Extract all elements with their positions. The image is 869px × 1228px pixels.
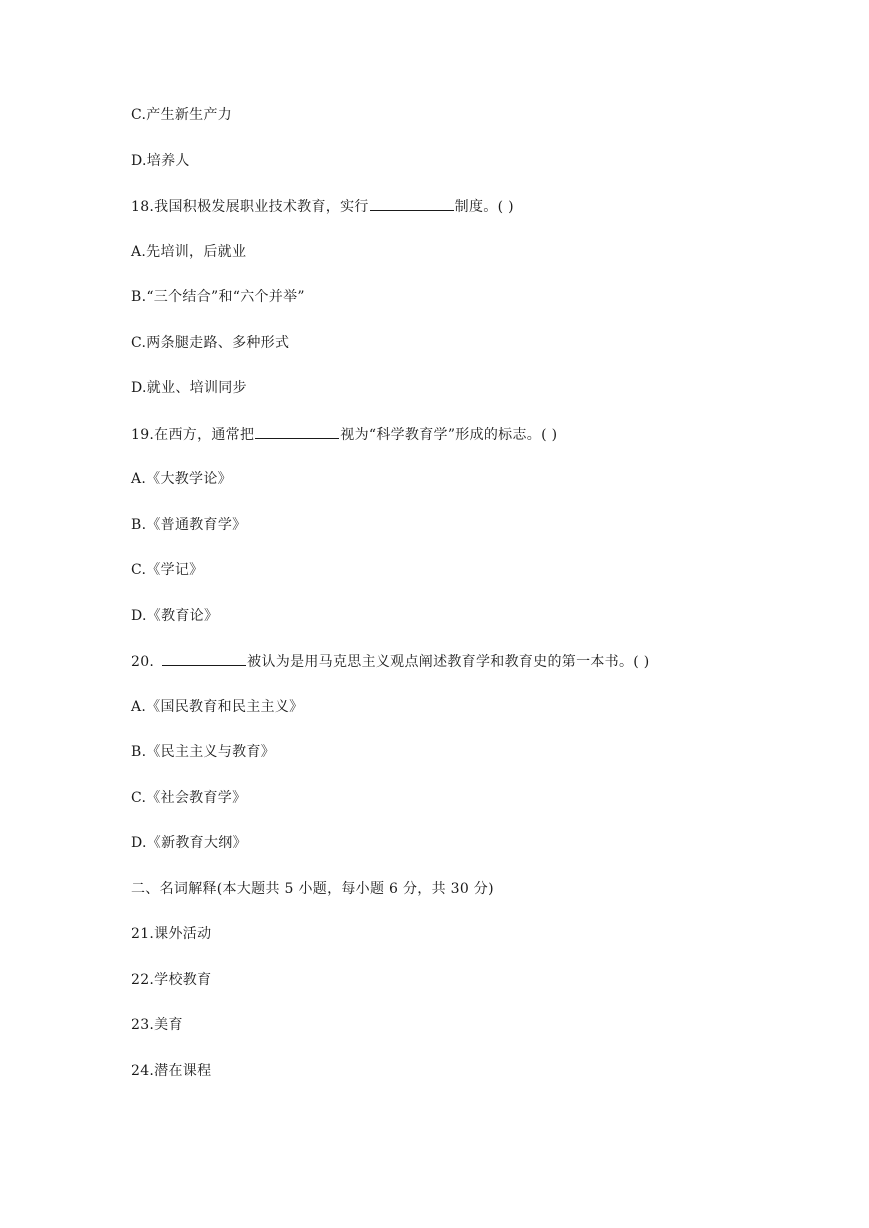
q19-option-b: B.《普通教育学》 [131, 517, 247, 533]
q18-option-d: D.就业、培训同步 [131, 380, 247, 396]
q20-option-a: A.《国民教育和民主主义》 [131, 699, 304, 715]
question-24: 24.潜在课程 [131, 1063, 212, 1079]
question-20 [131, 651, 650, 672]
fill-in-blank [370, 196, 454, 211]
fill-in-blank [255, 424, 339, 439]
question-19 [131, 424, 557, 445]
question-22: 22.学校教育 [131, 972, 212, 988]
question-23: 23.美育 [131, 1017, 183, 1033]
q18-option-a: A.先培训，后就业 [131, 244, 247, 260]
q19-option-d: D.《教育论》 [131, 608, 219, 624]
question-21: 21.课外活动 [131, 926, 212, 942]
question-20-text-end: 被认为是用马克思主义观点阐述教育学和教育史的第一本书。( ) [247, 654, 650, 670]
q19-option-c: C.《学记》 [131, 562, 204, 578]
q17-option-c: C.产生新生产力 [131, 107, 233, 123]
question-19-text-start: 19.在西方，通常把 [131, 427, 255, 443]
fill-in-blank [162, 651, 246, 666]
question-18-text-start: 18.我国积极发展职业技术教育，实行 [131, 199, 369, 215]
q20-option-b: B.《民主主义与教育》 [131, 744, 276, 760]
q19-option-a: A.《大教学论》 [131, 471, 232, 487]
question-18 [131, 196, 514, 217]
question-20-number: 20. [131, 654, 155, 670]
q18-option-c: C.两条腿走路、多种形式 [131, 335, 290, 351]
q17-option-d: D.培养人 [131, 153, 190, 169]
q18-option-b: B.“三个结合”和“六个并举” [131, 289, 305, 305]
question-19-text-end: 视为“科学教育学”形成的标志。( ) [340, 427, 558, 443]
section-2-heading: 二、名词解释(本大题共 5 小题，每小题 6 分，共 30 分) [131, 881, 494, 897]
q20-option-d: D.《新教育大纲》 [131, 835, 247, 851]
question-18-text-end: 制度。( ) [454, 199, 514, 215]
q20-option-c: C.《社会教育学》 [131, 790, 247, 806]
